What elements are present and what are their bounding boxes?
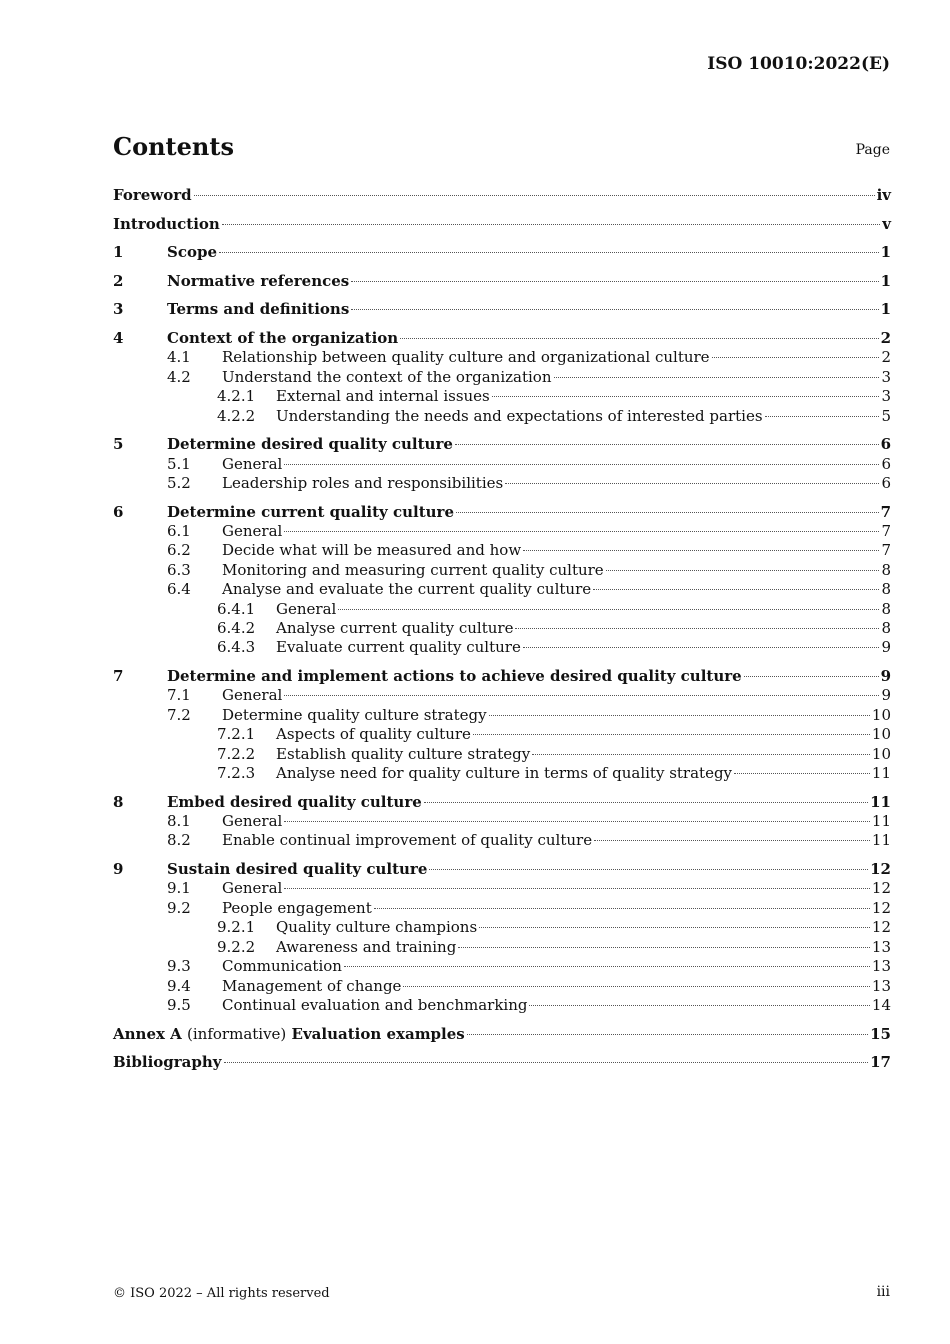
toc-entry-number: 2 <box>113 271 124 290</box>
toc-entry[interactable] <box>113 938 891 957</box>
toc-entry-title: Introduction <box>113 214 220 233</box>
toc-entry-page: 12 <box>870 860 891 879</box>
toc-entry-title: People engagement <box>222 898 372 917</box>
toc-entry-title: General <box>222 686 283 705</box>
toc-entry-number: 7.2.2 <box>217 744 256 763</box>
toc-leader-dots <box>479 927 870 928</box>
toc-entry-title: Relationship between quality culture and organizational culture <box>222 348 710 367</box>
toc-entry[interactable] <box>113 764 891 783</box>
toc-entry[interactable] <box>113 407 891 426</box>
toc-leader-dots <box>594 840 870 841</box>
toc-entry-page: 8 <box>881 599 891 618</box>
toc-entry[interactable] <box>113 957 891 976</box>
toc-entry-title: Enable continual improvement of quality culture <box>222 831 593 850</box>
toc-entry-page: 17 <box>870 1053 891 1072</box>
toc-entry-page: 1 <box>880 271 891 290</box>
toc-entry-page: 2 <box>881 348 891 367</box>
toc-entry-title: General <box>222 454 283 473</box>
toc-entry[interactable] <box>113 812 891 831</box>
toc-entry-title: General <box>276 599 337 618</box>
toc-entry-title: Analyse current quality culture <box>276 619 514 638</box>
toc-entry-page: 10 <box>871 725 891 744</box>
toc-entry-page: 6 <box>881 454 891 473</box>
toc-entry-number: 9.1 <box>167 879 191 898</box>
toc-leader-dots <box>593 589 879 590</box>
toc-leader-dots <box>529 1005 869 1006</box>
toc-leader-dots <box>523 550 879 551</box>
toc-entry-number: 9.2.1 <box>217 918 256 937</box>
toc-entry-page: 14 <box>871 995 891 1014</box>
toc-entry-page: 12 <box>871 918 891 937</box>
toc-leader-dots <box>532 754 870 755</box>
toc-leader-dots <box>712 357 880 358</box>
toc-leader-dots <box>489 715 870 716</box>
toc-leader-dots <box>284 888 870 889</box>
toc-entry-page: 8 <box>881 580 891 599</box>
toc-leader-dots <box>194 195 875 196</box>
toc-entry-title: Determine current quality culture <box>167 502 455 521</box>
toc-entry-page: 1 <box>880 243 891 262</box>
toc-entry-number: 4.2.1 <box>217 387 256 406</box>
annex-label: (informative) <box>187 1024 287 1043</box>
toc-entry-title: Embed desired quality culture <box>167 792 422 811</box>
toc-entry-title: Analyse need for quality culture in terms of quality strategy <box>276 764 733 783</box>
toc-entry-number: 3 <box>113 300 124 319</box>
toc-entry-page: 9 <box>881 638 891 657</box>
toc-entry-page: 11 <box>870 792 891 811</box>
toc-entry[interactable] <box>113 348 891 367</box>
toc-entry-page: 6 <box>881 474 891 492</box>
toc-entry[interactable] <box>113 522 891 541</box>
toc-entry-title: Normative references <box>167 271 350 290</box>
toc-entry-number: 4.2 <box>167 367 191 386</box>
toc-entry-page: 8 <box>881 560 891 579</box>
toc-leader-dots <box>523 647 880 648</box>
toc-entry[interactable] <box>113 561 891 580</box>
toc-entry-number: 6.4.2 <box>217 619 256 638</box>
toc-entry[interactable] <box>113 996 891 1015</box>
toc-entry[interactable] <box>113 455 891 474</box>
toc-entry[interactable] <box>113 329 891 348</box>
annex-prefix: Annex A <box>113 1024 182 1043</box>
toc-entry[interactable] <box>113 1053 891 1072</box>
toc-leader-dots <box>554 377 880 378</box>
toc-entry-number: 8.1 <box>167 812 191 831</box>
toc-entry-number: 9.3 <box>167 957 191 976</box>
toc-entry-title: Monitoring and measuring current quality culture <box>222 560 604 579</box>
toc-entry[interactable] <box>113 272 891 291</box>
toc-leader-dots <box>734 773 870 774</box>
toc-leader-dots <box>505 483 879 484</box>
toc-entry[interactable] <box>113 215 891 234</box>
toc-entry-page: 7 <box>881 522 891 540</box>
toc-entry-number: 5.2 <box>167 474 191 492</box>
toc-entry[interactable] <box>113 387 891 406</box>
toc-entry-page: 15 <box>870 1024 891 1043</box>
page-column-label: Page <box>855 142 890 158</box>
copyright-notice: © ISO 2022 – All rights reserved <box>113 1286 330 1301</box>
toc-entry-title: Understanding the needs and expectations of interested parties <box>276 406 763 425</box>
toc-entry[interactable] <box>113 686 891 705</box>
toc-entry-page: 11 <box>871 812 891 831</box>
toc-entry-number: 7.2.1 <box>217 725 256 744</box>
toc-entry[interactable] <box>113 793 891 812</box>
toc-leader-dots <box>400 338 878 339</box>
toc-entry-number: 9.2 <box>167 898 191 917</box>
toc-leader-dots <box>403 986 869 987</box>
toc-entry-number: 4.2.2 <box>217 406 256 425</box>
toc-leader-dots <box>456 512 879 513</box>
toc-entry-page: 13 <box>871 957 891 976</box>
toc-entry[interactable] <box>113 745 891 764</box>
toc-entry-page: 2 <box>880 328 891 347</box>
toc-entry[interactable] <box>113 300 891 319</box>
toc-entry-number: 5 <box>113 435 124 454</box>
toc-entry[interactable] <box>113 860 891 879</box>
toc-leader-dots <box>219 252 879 253</box>
toc-entry-number: 4 <box>113 328 124 347</box>
toc-entry-number: 7.2 <box>167 705 191 724</box>
toc-entry-page: 10 <box>871 744 891 763</box>
toc-entry[interactable] <box>113 725 891 744</box>
toc-entry-number: 9.4 <box>167 976 191 995</box>
toc-entry-number: 1 <box>113 243 124 262</box>
toc-entry-number: 8 <box>113 792 124 811</box>
toc-entry[interactable] <box>113 474 891 493</box>
toc-entry-title: Leadership roles and responsibilities <box>222 474 504 492</box>
toc-entry-title: Communication <box>222 957 342 976</box>
annex-title: Evaluation examples <box>291 1024 465 1043</box>
toc-entry-title: Establish quality culture strategy <box>276 744 531 763</box>
toc-entry-page: iv <box>876 186 891 204</box>
toc-leader-dots <box>222 224 880 225</box>
toc-leader-dots <box>455 444 879 445</box>
toc-entry-number: 6.1 <box>167 522 191 540</box>
toc-entry-number: 7.1 <box>167 686 191 705</box>
toc-entry-title: Decide what will be measured and how <box>222 541 522 560</box>
toc-entry-title: Determine and implement actions to achieve desired quality culture <box>167 667 742 686</box>
toc-entry-page: 8 <box>881 619 891 638</box>
toc-leader-dots <box>458 947 870 948</box>
toc-entry-title: Context of the organization <box>167 328 399 347</box>
toc-entry-page: 13 <box>871 937 891 956</box>
toc-leader-dots <box>344 966 870 967</box>
toc-entry-number: 8.2 <box>167 831 191 850</box>
toc-entry-number: 6 <box>113 502 124 521</box>
toc-entry[interactable] <box>113 368 891 387</box>
toc-entry[interactable] <box>113 619 891 638</box>
toc-entry[interactable] <box>113 435 891 454</box>
toc-leader-dots <box>429 869 868 870</box>
toc-leader-dots <box>765 416 880 417</box>
toc-entry-number: 7.2.3 <box>217 764 256 783</box>
toc-leader-dots <box>424 802 868 803</box>
toc-entry-page: 10 <box>871 705 891 724</box>
toc-entry[interactable] <box>113 580 891 599</box>
toc-entry-page: 3 <box>881 387 891 406</box>
toc-entry-title: Bibliography <box>113 1053 222 1072</box>
toc-leader-dots <box>284 531 879 532</box>
toc-leader-dots <box>473 734 870 735</box>
toc-entry-title: General <box>222 812 283 831</box>
toc-entry-title: General <box>222 522 283 540</box>
toc-entry-number: 9 <box>113 860 124 879</box>
table-of-contents <box>113 186 891 1073</box>
toc-entry[interactable] <box>113 918 891 937</box>
toc-entry-title: Quality culture champions <box>276 918 478 937</box>
toc-entry-title: Analyse and evaluate the current quality culture <box>222 580 592 599</box>
toc-leader-dots <box>351 309 878 310</box>
toc-entry-title: Evaluate current quality culture <box>276 638 521 657</box>
toc-entry-title: Aspects of quality culture <box>276 725 471 744</box>
toc-entry-title: Determine quality culture strategy <box>222 705 487 724</box>
toc-entry[interactable] <box>113 977 891 996</box>
toc-entry-number: 9.5 <box>167 995 191 1014</box>
toc-leader-dots <box>224 1062 869 1063</box>
toc-entry-page: v <box>882 214 891 233</box>
toc-leader-dots <box>467 1034 868 1035</box>
toc-entry[interactable] <box>113 186 891 205</box>
toc-entry-page: 12 <box>871 898 891 917</box>
toc-entry-page: 12 <box>871 879 891 898</box>
toc-leader-dots <box>606 570 880 571</box>
toc-leader-dots <box>284 821 870 822</box>
toc-entry[interactable] <box>113 667 891 686</box>
toc-entry-number: 9.2.2 <box>217 937 256 956</box>
toc-entry-title: Foreword <box>113 186 192 204</box>
toc-entry-number: 6.4 <box>167 580 191 599</box>
toc-leader-dots <box>351 281 878 282</box>
toc-entry-number: 6.2 <box>167 541 191 560</box>
toc-leader-dots <box>492 396 880 397</box>
toc-entry[interactable] <box>113 600 891 619</box>
toc-entry-title: Understand the context of the organization <box>222 367 552 386</box>
toc-entry[interactable] <box>113 1025 891 1044</box>
toc-entry-page: 9 <box>880 667 891 686</box>
toc-leader-dots <box>284 695 879 696</box>
toc-entry-page: 13 <box>871 976 891 995</box>
toc-entry[interactable] <box>113 243 891 262</box>
toc-entry-page: 11 <box>871 764 891 783</box>
toc-entry-title: Terms and definitions <box>167 300 350 319</box>
toc-entry[interactable] <box>113 706 891 725</box>
toc-entry-title: Sustain desired quality culture <box>167 860 428 879</box>
toc-leader-dots <box>338 609 879 610</box>
toc-entry-title: Determine desired quality culture <box>167 435 453 454</box>
toc-entry[interactable] <box>113 831 891 850</box>
contents-heading: Contents <box>113 132 234 161</box>
toc-entry-page: 3 <box>881 367 891 386</box>
toc-entry-title: Management of change <box>222 976 402 995</box>
toc-entry-title: Continual evaluation and benchmarking <box>222 995 528 1014</box>
toc-entry-title: Scope <box>167 243 218 262</box>
toc-leader-dots <box>374 908 870 909</box>
toc-leader-dots <box>744 676 879 677</box>
toc-entry[interactable] <box>113 541 891 560</box>
toc-entry-number: 4.1 <box>167 348 191 367</box>
toc-entry-number: 6.3 <box>167 560 191 579</box>
toc-entry-title: Awareness and training <box>276 937 457 956</box>
toc-entry-page: 1 <box>880 300 891 319</box>
toc-entry-number: 6.4.3 <box>217 638 256 657</box>
toc-entry-title: External and internal issues <box>276 387 490 406</box>
toc-entry-page: 5 <box>881 406 891 425</box>
toc-entry[interactable] <box>113 503 891 522</box>
toc-entry-title: General <box>222 879 283 898</box>
toc-entry-title <box>113 1025 465 1044</box>
toc-entry-number: 6.4.1 <box>217 599 256 618</box>
toc-entry[interactable] <box>113 638 891 657</box>
standard-identifier: ISO 10010:2022(E) <box>707 54 890 74</box>
footer-page-number: iii <box>876 1284 890 1300</box>
toc-entry-page: 11 <box>871 831 891 850</box>
toc-entry-page: 6 <box>880 435 891 454</box>
toc-entry-page: 9 <box>881 686 891 705</box>
toc-leader-dots <box>284 464 879 465</box>
toc-entry-number: 5.1 <box>167 454 191 473</box>
toc-entry[interactable] <box>113 879 891 898</box>
toc-entry-number: 7 <box>113 667 124 686</box>
toc-entry-page: 7 <box>881 541 891 560</box>
toc-entry[interactable] <box>113 899 891 918</box>
toc-entry-page: 7 <box>880 502 891 521</box>
toc-leader-dots <box>515 628 879 629</box>
